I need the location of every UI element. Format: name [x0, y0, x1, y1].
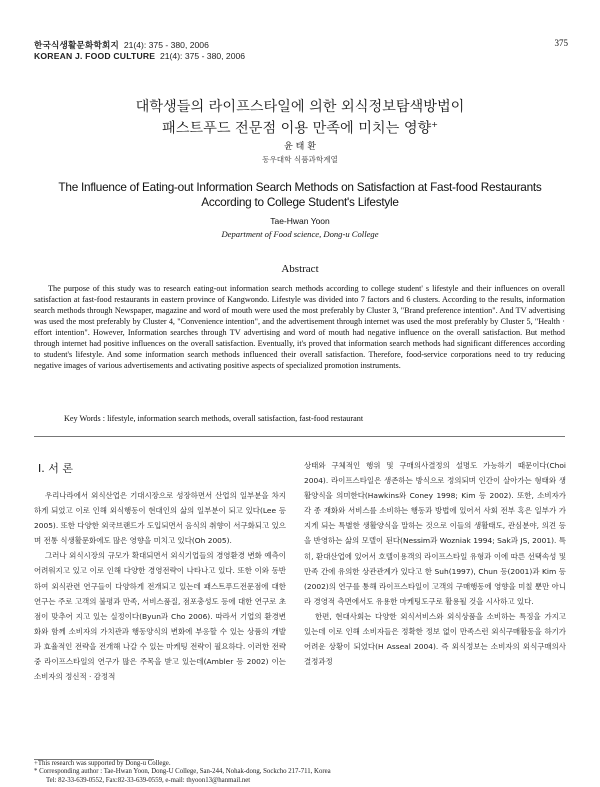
title-dagger: + [431, 120, 438, 129]
journal-name-english: KOREAN J. FOOD CULTURE [34, 51, 156, 61]
intro-paragraph-1: 우리나라에서 외식산업은 기대시장으로 성장하면서 산업의 일부분을 차지하게 되었고 이로 인해 외식행동이 현대인의 삶의 일부분이 되고 있다(Lee 등 2005). 또한 다양한 외국브랜드가 도입되면서 음식의 취향이 서구화되고 있으며 전통 식생활문화에도 많은 영향을 미치고 있다(Oh 2005). [34, 491, 286, 546]
english-title [0, 180, 600, 210]
korean-affiliation: 동우대학 식품과학계열 [262, 155, 338, 164]
english-author: Tae-Hwan Yoon [270, 216, 330, 226]
journal-ref-korean: 21(4): 375 - 380, 2006 [123, 40, 209, 50]
korean-author: 윤 태 환 [284, 142, 316, 152]
english-title-line1: The Influence of Eating-out Information Search Methods on Satisfaction at Fast-food Restaurants [58, 180, 542, 194]
intro-paragraph-2: 그러나 외식시장의 규모가 확대되면서 외식기업들의 경영환경 변화 예측이 어려워지고 있고 이로 인해 다양한 경영전략이 나타나고 있다. 또한 이와 동반하여 외식관련 연구들이 다양하게 전개되고 있는데 패스트푸드전문점에 대한 연구는 주로 고객의 불평과 만족, 서비스품질, 점포충성도 등에 대한 연구로 초점이 맞추어 지고 있는 실정이다(Byun과 Cho 2006). 따라서 기업의 환경변화와 함께 소비자의 가치관과 행동양식의 변화에 부응할 수 있는 상품의 개발과 효율적인 전략을 전개해 나갈 수 있는 마케팅 전략이 필요하다. 이러한 전략 중 라이프스타일의 연구가 많은 주목을 받고 있는데(Ambler 등 2002) 이는 소비자의 정신적 · 감정적 [34, 551, 286, 682]
abstract-heading: Abstract [281, 263, 319, 275]
journal-header [34, 40, 245, 62]
footnote-funding: +This research was supported by Dong-u College. [34, 760, 171, 767]
keywords [64, 414, 363, 423]
keywords-list: lifestyle, information search methods, overall satisfaction, fast-food restaurant [107, 414, 364, 423]
page-number: 375 [554, 38, 568, 48]
intro-paragraph-3: 상태와 구체적인 행위 및 구매의사결정의 설명도 가능하기 때문이다(Choi 2004). 라이프스타일은 생존하는 방식으로 정의되며 인간이 살아가는 형태와 생활양식을 의미한다(Hawkins와 Coney 1998; Kim 등 2002). 또한, 소비자가 각 종 재화와 서비스를 소비하는 행동과 방법에 있어서 사회 전부 혹은 일부가 가지게 되는 특별한 생활양식을 말하는 것으로 이들의 생활태도, 관심분야, 의견 등을 반영하는 삶의 모델이 된다(Nessim과 Wozniak 1994; Sak과 JS, 2001). 특히, 환대산업에 있어서 호텔이용객의 라이프스타일 유형과 이에 따른 선택속성 및 만족 간에 유의한 상관관계가 있다고 한 Suh(1997), Chun 등(2001)과 Kim 등(2002)의 연구를 통해 라이프스타일이 고객의 구매행동에 영향을 미칠 뿐만 아니라 경영적 측면에서도 유용한 마케팅도구로 활용될 것을 시사하고 있다. [304, 461, 566, 606]
footnote-corresponding: * Corresponding author : Tae-Hwan Yoon, Dong-U College, San-244, Nohak-dong, Sockcho 217-711, Korea [34, 768, 331, 776]
korean-title [0, 98, 600, 138]
journal-ref-english: 21(4): 375 - 380, 2006 [160, 51, 246, 61]
section-heading-introduction: Ⅰ. 서 론 [38, 462, 73, 475]
section-divider [34, 436, 565, 437]
footnote-contact: Tel: 82-33-639-0552, Fax:82-33-639-0559, e-mail: thyoon13@hanmail.net [46, 776, 251, 784]
right-column [304, 458, 566, 669]
abstract-text: The purpose of this study was to research eating-out information search methods according to college student' s lifestyle and their influences on overall satisfaction at fast-food restaurants in eastern province of Kangwondo. Lifestyle was divided into 7 factors and 6 clusters. According to the results, information search methods through Newspaper, magazine and word of mouth were used the most preferably by Cluster 3, "Brand preference intention". And TV advertising was used the most preferably by Cluster 4, "Convenience intention", and the advertisement through internet was used the most preferably by Cluster 5, "Health · effort intention". However, Information searches through TV advertising and word of mouth had negative influence on the overall satisfaction. But method through internet had positive influences on the overall satisfaction. Eventually, it's proved that information search methods had significant differences according to student's lifestyle. And some information search methods influenced their overall satisfaction. Therefore, food-service corporations need to try reducing negative images of various advertisements and activating positive aspects of specialized promotion instruments. [34, 284, 565, 370]
english-affiliation: Department of Food science, Dong-u College [221, 229, 379, 239]
intro-paragraph-4: 한편, 현대사회는 다양한 외식서비스와 외식상품을 소비하는 특징을 가지고 있는데 이로 인해 소비자들은 정확한 정보 없이 만족스런 외식구매활동을 하기가 어려운 상황이 되었다(H Asseal 2004). 즉 외식정보는 소비자의 외식구매의사결정과정 [304, 611, 566, 667]
korean-title-line2: 패스트푸드 전문점 이용 만족에 미치는 영향 [162, 120, 432, 137]
korean-title-line1: 대학생들의 라이프스타일에 의한 외식정보탐색방법이 [135, 99, 465, 115]
footnotes [34, 760, 331, 785]
keywords-label: Key Words : [64, 414, 106, 423]
english-title-line2: According to College Student's Lifestyle [201, 195, 399, 209]
journal-name-korean: 한국식생활문화학회지 [34, 40, 120, 50]
left-column [34, 488, 286, 684]
